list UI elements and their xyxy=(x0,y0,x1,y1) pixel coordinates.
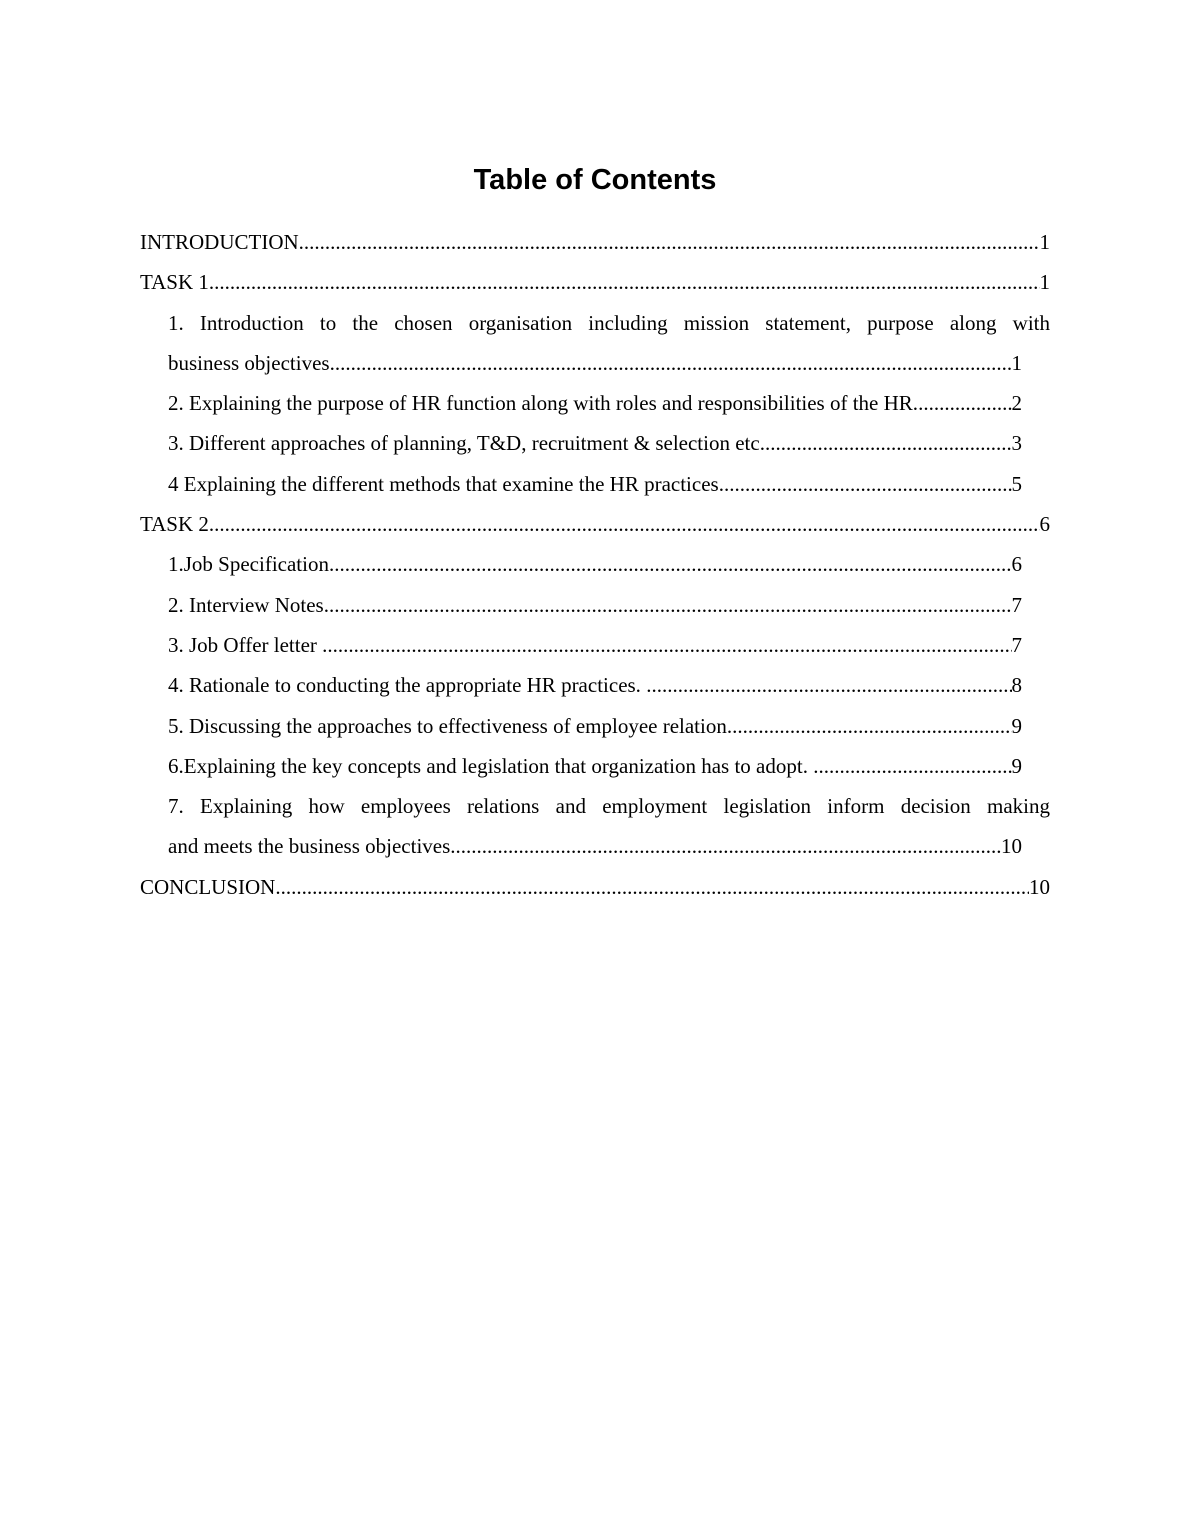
toc-entry-label: 4 Explaining the different methods that examine the HR practices xyxy=(168,471,719,496)
toc-entry-conclusion[interactable] xyxy=(140,867,1050,907)
dot-leader xyxy=(719,464,1012,504)
toc-entry-task-2-item-5[interactable] xyxy=(168,706,1022,746)
toc-entry-label: INTRODUCTION xyxy=(140,230,299,254)
toc-entry-label: 6.Explaining the key concepts and legislation that organization has to adopt. xyxy=(168,753,814,778)
toc-entry-task-1-item-3[interactable] xyxy=(168,423,1022,463)
toc-entry-task-2[interactable] xyxy=(140,504,1050,544)
toc-entry-label: business objectives xyxy=(168,350,330,375)
toc-entry-label: TASK 2 xyxy=(140,512,209,537)
toc-entry-label: CONCLUSION xyxy=(140,874,276,899)
toc-entry-task-2-item-4[interactable] xyxy=(168,665,1022,705)
toc-entry-task-2-item-6[interactable] xyxy=(168,746,1022,786)
toc-entry-task-1-item-4[interactable] xyxy=(168,464,1022,504)
toc-entry-task-1[interactable] xyxy=(140,262,1050,302)
dot-leader xyxy=(322,625,1011,665)
dot-leader xyxy=(450,826,1001,866)
toc-page-number: 7 xyxy=(1011,632,1022,657)
toc-entry-label: 7. Explaining how employees relations and employment legislation inform decision making xyxy=(168,794,1050,819)
toc-entry-task-2-item-7-line-1[interactable] xyxy=(168,786,1050,826)
dot-leader xyxy=(646,665,1011,705)
toc-entry-label: 5. Discussing the approaches to effectiveness of employee relation xyxy=(168,713,727,738)
dot-leader xyxy=(299,222,1040,262)
toc-page-number: 10 xyxy=(1029,874,1050,899)
toc-page-number: 8 xyxy=(1011,673,1022,698)
dot-leader xyxy=(329,544,1012,584)
toc-entry-introduction[interactable] xyxy=(140,222,1050,262)
toc-page-number: 1 xyxy=(1039,230,1050,254)
toc-entry-task-2-item-3[interactable] xyxy=(168,625,1022,665)
toc-entry-label: 1.Job Specification xyxy=(168,552,329,577)
toc-page-number: 9 xyxy=(1011,713,1022,738)
toc-entry-task-1-item-2[interactable] xyxy=(168,383,1022,423)
toc-entry-label: 1. Introduction to the chosen organisation including mission statement, purpose along with xyxy=(168,310,1050,335)
toc-entry-label: and meets the business objectives xyxy=(168,834,451,859)
dot-leader xyxy=(760,423,1012,463)
toc-entry-task-1-item-1-line-1[interactable] xyxy=(168,303,1050,343)
table-of-contents xyxy=(140,222,1050,907)
dot-leader xyxy=(918,383,1011,423)
page-title: Table of Contents xyxy=(473,164,717,196)
dot-leader xyxy=(813,746,1011,786)
toc-page-number: 6 xyxy=(1011,552,1022,577)
dot-leader xyxy=(209,504,1040,544)
dot-leader xyxy=(330,343,1012,383)
dot-leader xyxy=(275,867,1029,907)
toc-page-number: 6 xyxy=(1039,512,1050,537)
toc-entry-task-2-item-2[interactable] xyxy=(168,585,1022,625)
toc-entry-label: TASK 1 xyxy=(140,270,209,295)
toc-page-number: 1 xyxy=(1011,350,1022,375)
toc-entry-label: 3. Job Offer letter xyxy=(168,632,323,657)
toc-page-number: 3 xyxy=(1011,431,1022,456)
toc-page-number: 1 xyxy=(1039,270,1050,295)
toc-entry-task-2-item-1[interactable] xyxy=(168,544,1022,584)
dot-leader xyxy=(324,585,1012,625)
toc-entry-label: 2. Explaining the purpose of HR function along with roles and responsibilities of the HR. xyxy=(168,391,919,416)
toc-entry-task-1-item-1[interactable] xyxy=(168,343,1022,383)
toc-page-number: 9 xyxy=(1011,753,1022,778)
toc-entry-label: 4. Rationale to conducting the appropriate HR practices. xyxy=(168,673,647,698)
toc-entry-task-2-item-7[interactable] xyxy=(168,826,1022,866)
toc-page-number: 10 xyxy=(1001,834,1022,859)
toc-entry-label: 2. Interview Notes xyxy=(168,592,324,617)
toc-page-number: 7 xyxy=(1011,592,1022,617)
toc-page-number: 5 xyxy=(1011,471,1022,496)
toc-entry-label: 3. Different approaches of planning, T&D, recruitment & selection etc xyxy=(168,431,760,456)
toc-page-number: 2 xyxy=(1011,391,1022,416)
dot-leader xyxy=(209,262,1040,302)
dot-leader xyxy=(727,706,1012,746)
